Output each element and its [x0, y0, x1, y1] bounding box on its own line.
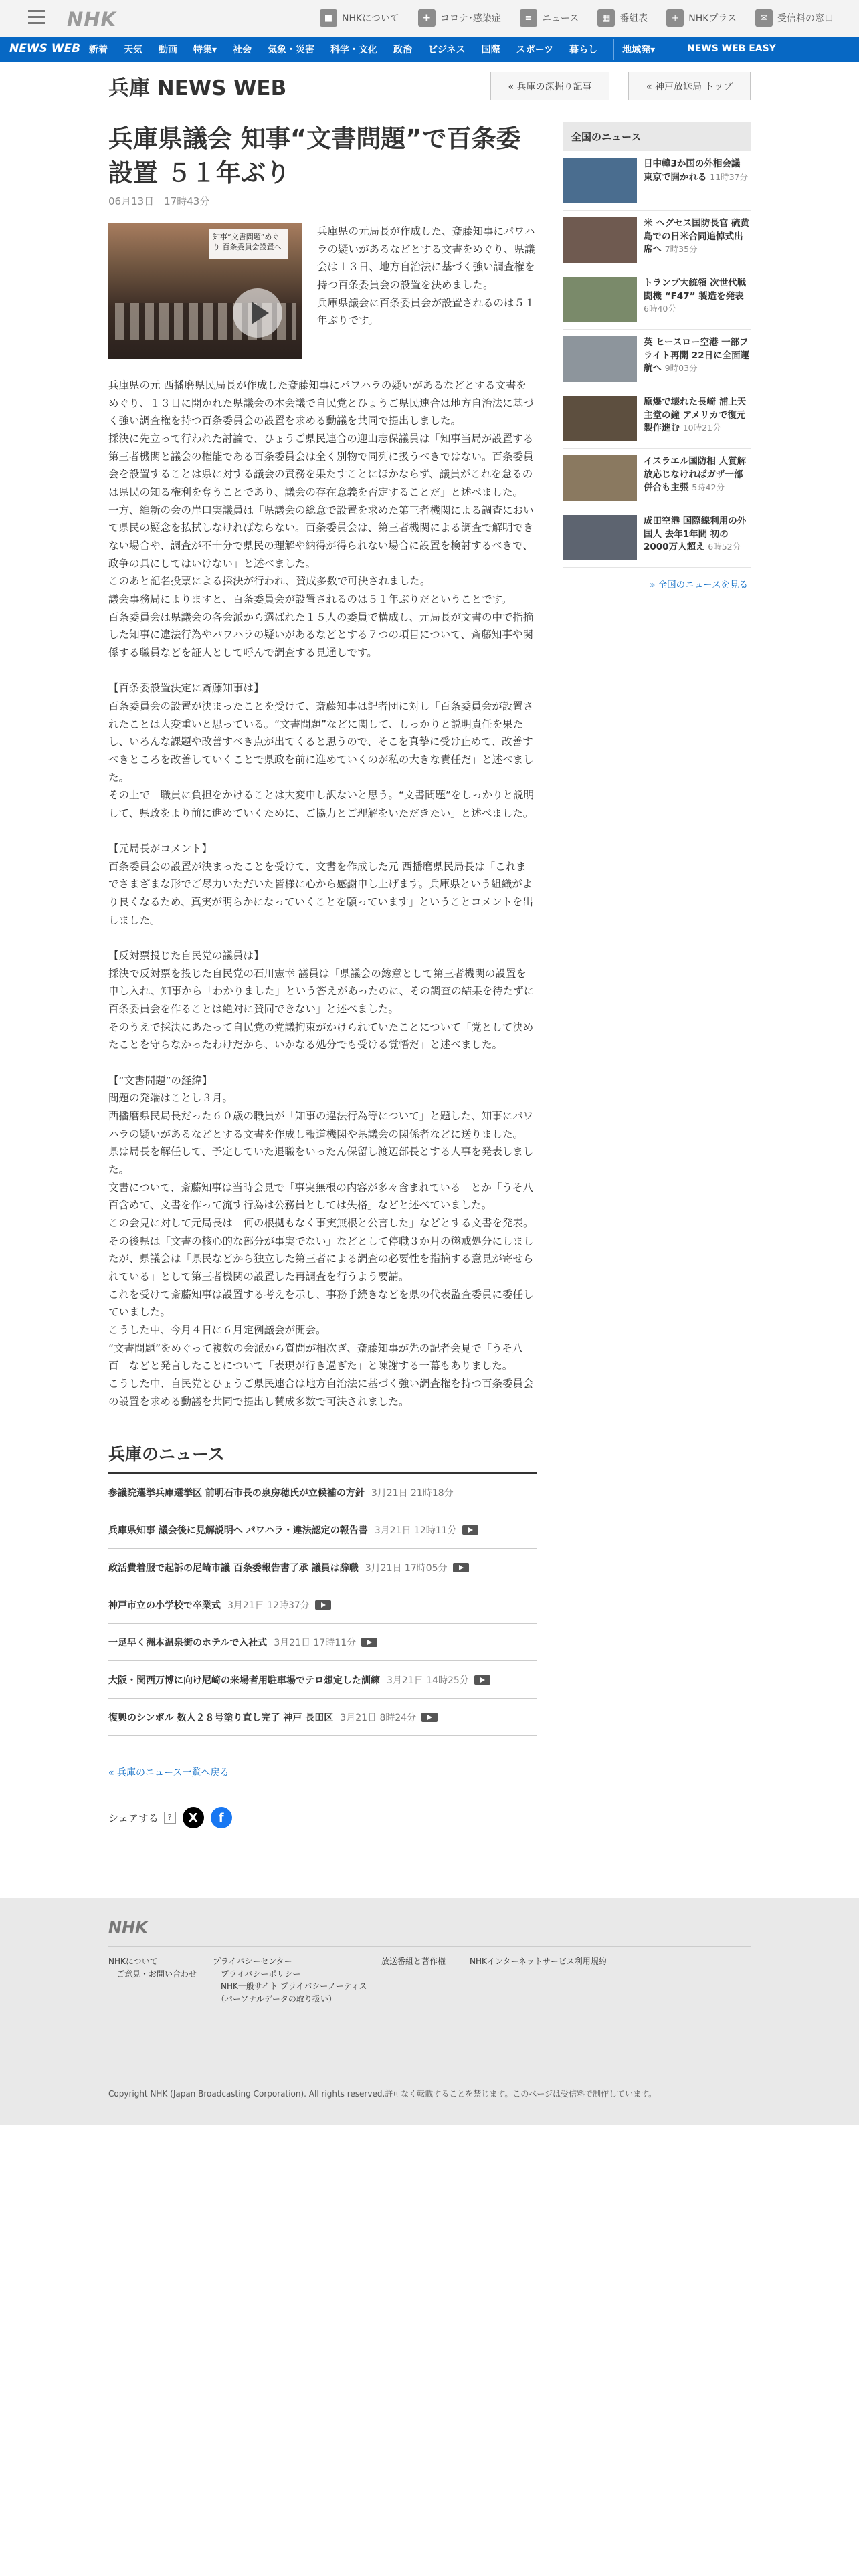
- national-news-sidebar: [563, 122, 751, 591]
- footer-logo[interactable]: NHK: [108, 1918, 148, 1937]
- sidebar-news-item[interactable]: [563, 211, 751, 270]
- footer-col-privacy: [213, 1955, 367, 2005]
- nav-label: 地域発: [622, 45, 651, 56]
- news-thumbnail[interactable]: [563, 277, 637, 322]
- sidebar-heading: 全国のニュース: [563, 122, 751, 151]
- footer-col-copyright: [381, 1955, 446, 1968]
- news-thumbnail[interactable]: [563, 158, 637, 203]
- news-time: 5時42分: [692, 482, 725, 493]
- nav-items: [89, 37, 671, 62]
- news-time: 3月21日 21時18分: [371, 1487, 454, 1499]
- news-title[interactable]: トランプ大統領 次世代戦闘機 “F47” 製造を発表: [644, 278, 747, 302]
- news-thumbnail[interactable]: [563, 217, 637, 263]
- news-time: 6時40分: [644, 304, 676, 314]
- footer-col-about: [108, 1955, 197, 1980]
- national-news-more-link[interactable]: » 全国のニュースを見る: [650, 580, 748, 591]
- nav-item-new[interactable]: 新着: [89, 45, 108, 56]
- local-news-list: [108, 1474, 537, 1736]
- nav-item-disaster[interactable]: 気象・災害: [268, 45, 315, 56]
- link-nhk-plus[interactable]: [666, 9, 737, 27]
- news-title[interactable]: 英 ヒースロー空港 一部フライト再開 22日に全面運航へ: [644, 337, 750, 374]
- help-icon[interactable]: ?: [164, 1812, 176, 1824]
- link-corona[interactable]: [418, 9, 501, 27]
- nav-item-sports[interactable]: スポーツ: [516, 45, 554, 56]
- video-icon: [361, 1638, 377, 1647]
- link-label: NHKについて: [342, 13, 399, 24]
- kobe-station-top-button[interactable]: « 神戸放送局 トップ: [628, 72, 751, 100]
- news-time: 10時21分: [682, 423, 721, 433]
- facebook-share-button[interactable]: f: [211, 1807, 232, 1828]
- news-web-easy-link[interactable]: NEWS WEB EASY: [687, 43, 776, 54]
- news-title[interactable]: 日中韓3か国の外相会議 東京で開かれる: [644, 158, 741, 183]
- footer-link[interactable]: ご意見・お問い合わせ: [108, 1969, 197, 1979]
- tv-schedule-icon: ▦: [597, 9, 615, 27]
- copyright-text: Copyright NHK (Japan Broadcasting Corporation). All rights reserved.許可なく転載することを禁じます。このページは受信料で制作しています。: [108, 2089, 657, 2099]
- nav-item-video[interactable]: 動画: [159, 45, 177, 56]
- video-icon: [453, 1563, 469, 1572]
- nav-item-international[interactable]: 国際: [481, 45, 500, 56]
- local-news-item[interactable]: [108, 1549, 537, 1586]
- sidebar-news-item[interactable]: [563, 151, 751, 211]
- link-label: NHKプラス: [688, 13, 737, 24]
- news-title[interactable]: 神戸市立の小学校で卒業式: [108, 1600, 221, 1611]
- news-time: 9時03分: [664, 363, 698, 374]
- nhk-info-icon: ■: [320, 9, 337, 27]
- footer-link[interactable]: プライバシーポリシー: [213, 1969, 301, 1979]
- nav-item-science[interactable]: 科学・文化: [330, 45, 378, 56]
- link-nhk-about[interactable]: [320, 9, 399, 27]
- local-news-item[interactable]: [108, 1661, 537, 1699]
- news-time: 3月21日 12時37分: [227, 1600, 310, 1611]
- thumbnail-caption: 知事“文書問題”めぐり 百条委員会設置へ: [209, 229, 288, 259]
- news-title[interactable]: 一足早く洲本温泉街のホテルで入社式: [108, 1637, 268, 1648]
- main-nav: [0, 37, 859, 62]
- news-title[interactable]: イスラエル国防相 人質解放応じなければガザ一部併合も主張: [644, 456, 747, 494]
- article-lead: [108, 223, 537, 359]
- sidebar-news-item[interactable]: [563, 508, 751, 568]
- article-title: 兵庫県議会 知事“文書問題”で百条委設置 ５１年ぶり: [108, 124, 521, 188]
- nav-item-politics[interactable]: 政治: [393, 45, 413, 56]
- sidebar-news-item[interactable]: [563, 449, 751, 508]
- local-news-list-link[interactable]: « 兵庫のニュース一覧へ戻る: [108, 1767, 229, 1779]
- chevron-down-icon: ▾: [212, 45, 217, 56]
- footer-link[interactable]: 放送番組と著作権: [381, 1957, 446, 1966]
- footer-link[interactable]: NHK一般サイト プライバシーノーティス: [213, 1981, 367, 1992]
- nav-divider: [613, 39, 614, 60]
- chevron-down-icon: ▾: [650, 45, 656, 56]
- video-icon: [315, 1600, 331, 1610]
- news-thumbnail[interactable]: [563, 455, 637, 501]
- nav-item-region[interactable]: [622, 43, 655, 56]
- news-title[interactable]: 原爆で壊れた長崎 浦上天主堂の鐘 アメリカで復元製作進む: [644, 397, 747, 434]
- news-time: 3月21日 8時24分: [340, 1712, 417, 1723]
- link-news[interactable]: [520, 9, 579, 27]
- nav-item-business[interactable]: ビジネス: [428, 45, 466, 56]
- news-thumbnail[interactable]: [563, 396, 637, 441]
- link-tv-schedule[interactable]: [597, 9, 648, 27]
- local-news-heading: 兵庫のニュース: [108, 1441, 537, 1474]
- region-title[interactable]: 兵庫 NEWS WEB: [108, 76, 287, 100]
- footer: [0, 1898, 859, 2125]
- nav-item-weather[interactable]: 天気: [124, 45, 142, 56]
- video-icon: [462, 1525, 478, 1535]
- news-title[interactable]: 復興のシンボル 数人２８号塗り直し完了 神戸 長田区: [108, 1712, 334, 1723]
- link-label: 番組表: [619, 13, 648, 24]
- news-thumbnail[interactable]: [563, 336, 637, 382]
- news-icon: ≡: [520, 9, 537, 27]
- nav-item-life[interactable]: 暮らし: [569, 45, 598, 56]
- top-links: [301, 9, 834, 27]
- link-label: ニュース: [541, 13, 579, 24]
- nhk-logo[interactable]: NHK: [67, 8, 117, 31]
- local-news-item[interactable]: [108, 1474, 537, 1511]
- news-time: 3月21日 17時05分: [365, 1562, 448, 1574]
- local-news-item[interactable]: [108, 1699, 537, 1736]
- local-news-item[interactable]: [108, 1586, 537, 1624]
- nhk-plus-icon: +: [666, 9, 684, 27]
- link-label: 受信料の窓口: [777, 13, 834, 24]
- footer-col-terms: [470, 1955, 607, 1968]
- article-column: [108, 122, 537, 1828]
- news-time: 6時52分: [708, 542, 741, 552]
- footer-link[interactable]: プライバシーセンター: [213, 1957, 292, 1966]
- news-thumbnail[interactable]: [563, 515, 637, 560]
- article-body: 兵庫県の元 西播磨県民局長が作成した斎藤知事にパワハラの疑いがあるなどとする文書をめぐり、１３日に開かれた県議会の本会議で自民党とひょうご県民連合は地方自治法に基づく強い調査権を持つ百条委員会の設置を求める動議を共同で提出しました。 採決に先立って行われた討論で、ひょうご県民連合の迎山志保議員は「知事当局が設置する第三者機関と議会の権能である百条委員会は全く別物で同列に扱うべきではない。百条委員会を設置することは県に対する議会の責務を果たすことにほかならず、議員がこれを怠るのは県民の知る権利を奪うことであり、議会の存在意義を否定することだ」と述べました。 一方、維新の会の岸口実議員は「県議会の総意で設置を求めた第三者機関による調査において県民の疑念を払拭しなければならない。百条委員会は、第三者機関による調査で解明できない場合や、調査が不十分で県民の理解や納得が得られない場合に設置を検討するべきで、政争の具にしてはいけない」と述べました。 このあと記名投票による採決が行われ、賛成多数で可決されました。 議会事務局によりますと、百条委員会が設置されるのは５１年ぶりだということです。 百条委員会は県議会の各会派から選ばれた１５人の委員で構成し、元局長が文書の中で指摘した知事に違法行為やパワハラの疑いがあるなどとする７つの項目について、斎藤知事や関係する職員などを証人として呼んで調査する見通しです。 【百条委設置決定に斎藤知事は】 百条委員会の設置が決まったことを受けて、斎藤知事は記者団に対し「百条委員会が設置されたことは大変重いと思っている。“文書問題”などに関して、しっかりと説明責任を果たし、いろんな課題や改善すべき点が出てくると思うので、そこを真摯に受け止めて、改善すべきところを改善していくことで県政を前に進めていくのが私の大きな責任だ」と述べました。 その上で「職員に負担をかけることは大変申し訳ないと思う。“文書問題”をしっかりと説明して、県政をより前に進めていくために、ご協力とご理解をいただきたい」と述べました。 【元局長がコメント】 百条委員会の設置が決まったことを受けて、文書を作成した元 西播磨県民局長は「これまでさまざまな形でご尽力いただいた皆様に心から感謝申し上げます。兵庫県という組織がより良くなるため、真実が明らかになっていくことを願っています」ということコメントを出しました。 【反対票投じた自民党の議員は】 採決で反対票を投じた自民党の石川憲幸 議員は「県議会の総意として第三者機関の設置を申し入れ、知事から「わかりました」という答えがあったのに、その調査の結果を待たずに百条委員会を作ることは絶対に賛同できない」と述べました。 そのうえで採決にあたって自民党の党議拘束がかけられていたことについて「党として決めたことを守らなかったわけだから、いかなる処分でも受ける覚悟だ」と述べました。 【“文書問題”の経緯】 問題の発端はことし３月。 西播磨県民局長だった６０歳の職員が「知事の違法行為等について」と題した、知事にパワハラの疑いがあるなどとする文書を作成し報道機関や県議会の関係者などに送りました。 県は局長を解任して、予定していた退職をいったん保留し渡辺部長とする人事を発表しました。 文書について、斎藤知事は当時会見で「事実無根の内容が多々含まれている」とか「うそ八百含めて、文書を作って流す行為は公務員としては失格」などと述べていました。 この会見に対して元局長は「何の根拠もなく事実無根と公言した」などとする文書を発表。 その後県は「文書の核心的な部分が事実でない」などとして停職３か月の懲戒処分にしましたが、県議会は「県民などから独立した第三者による調査の必要性を指摘する意見が寄せられている」として第三者機関の設置した再調査を行うよう要請。 これを受けて斎藤知事は設置する考えを示し、事務手続きなどを県の代表監査委員に委任していました。 こうした中、今月４日に６月定例議会が開会。 “文書問題”をめぐって複数の会派から質問が相次ぎ、斎藤知事が先の記者会見で「うそ八百」などと発言したことについて「表現が行き過ぎた」と陳謝する一幕もありました。 こうした中、自民党とひょうご県民連合は地方自治法に基づく強い調査権を持つ百条委員会の設置を求める動議を共同で提出し賛成多数で可決されました。: [108, 379, 535, 1408]
- sidebar-news-item[interactable]: [563, 389, 751, 449]
- share-bar: [108, 1807, 537, 1828]
- news-title[interactable]: 政活費着服で起訴の尼崎市議 百条委報告書了承 議員は辞職: [108, 1562, 359, 1574]
- article-date: 06月13日 17時43分: [108, 195, 210, 208]
- news-title[interactable]: 大阪・関西万博に向け尼崎の来場者用駐車場でテロ想定した訓練: [108, 1675, 380, 1686]
- news-time: 7時35分: [664, 244, 698, 255]
- menu-icon[interactable]: [28, 10, 45, 26]
- link-reception[interactable]: [755, 9, 834, 27]
- video-icon: [421, 1713, 438, 1722]
- news-time: 3月21日 12時11分: [374, 1525, 457, 1536]
- video-icon: [474, 1675, 490, 1685]
- news-title[interactable]: 成田空港 国際線利用の外国人 去年1年間 初の2000万人超え: [644, 516, 747, 553]
- play-icon[interactable]: [233, 288, 282, 338]
- footer-link[interactable]: NHKインターネットサービス利用規約: [470, 1957, 607, 1966]
- news-title[interactable]: 米 ヘグセス国防長官 硫黄島での日米合同追悼式出席へ: [644, 218, 749, 255]
- news-time: 11時37分: [710, 171, 749, 182]
- footer-divider: [108, 1946, 751, 1947]
- news-title[interactable]: 参議院選挙兵庫選挙区 前明石市長の泉房穂氏が立候補の方針: [108, 1487, 365, 1499]
- news-title[interactable]: 兵庫県知事 議会後に見解説明へ パワハラ・違法認定の報告書: [108, 1525, 368, 1536]
- sidebar-news-item[interactable]: [563, 270, 751, 330]
- sidebar-news-item[interactable]: [563, 330, 751, 389]
- top-bar: [0, 0, 859, 37]
- local-news-item[interactable]: [108, 1624, 537, 1661]
- nav-label: 特集: [193, 45, 212, 56]
- article-video-thumbnail[interactable]: [108, 223, 302, 359]
- news-web-brand[interactable]: NEWS WEB: [9, 42, 81, 56]
- footer-link[interactable]: （パーソナルデータの取り扱い）: [213, 1994, 337, 2004]
- local-news-item[interactable]: [108, 1511, 537, 1549]
- nav-item-feature[interactable]: [193, 43, 217, 56]
- hyogo-deep-dive-button[interactable]: « 兵庫の深掘り記事: [490, 72, 609, 100]
- news-time: 3月21日 17時11分: [274, 1637, 357, 1648]
- link-label: コロナ･感染症: [440, 13, 501, 24]
- x-share-button[interactable]: X: [183, 1807, 204, 1828]
- news-time: 3月21日 14時25分: [387, 1675, 469, 1686]
- share-label: シェアする: [108, 1812, 159, 1824]
- nav-item-society[interactable]: 社会: [233, 45, 252, 56]
- lead-text: 兵庫県の元局長が作成した、斎藤知事にパワハラの疑いがあるなどとする文書をめぐり、県議会は１３日、地方自治法に基づく強い調査権を持つ百条委員会の設置を決めました。 兵庫県議会に百条委員会が設置されるのは５１年ぶりです。: [317, 225, 535, 327]
- corona-icon: ✚: [418, 9, 436, 27]
- footer-link[interactable]: NHKについて: [108, 1957, 158, 1966]
- reception-icon: ✉: [755, 9, 773, 27]
